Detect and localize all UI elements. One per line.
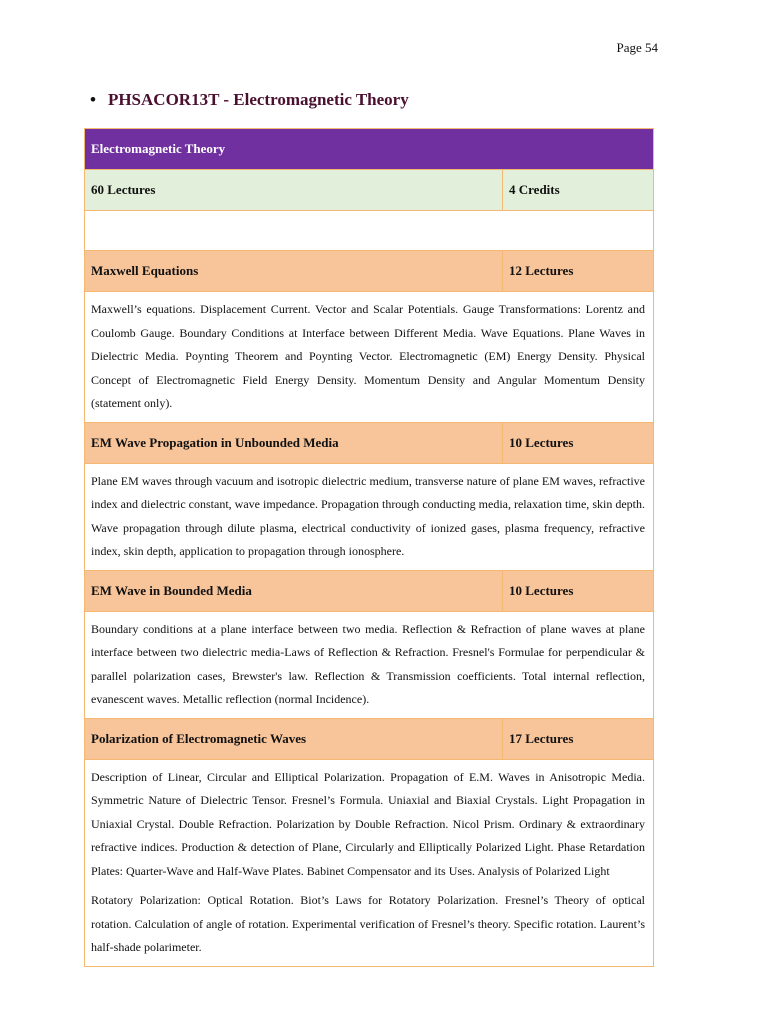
section-body-bounded — [85, 611, 653, 718]
section-paragraph: Description of Linear, Circular and Elliptical Polarization. Propagation of E.M. Waves in Anisotropic Media. Symmetric Nature of Dielectric Tensor. Fresnel’s Formula. Uniaxial and Biaxial Crystals. Light Propagation in Uniaxial Crystal. Double Refraction. Polarization by Double Refraction. Nicol Prism. Ordinary & extraordinary refractive indices. Production & detection of Plane, Circularly and Elliptically Polarized Light. Phase Retardation Plates: Quarter-Wave and Half-Wave Plates. Babinet Compensator and its Uses. Analysis of Polarized Light — [91, 769, 645, 878]
section-body-polarization — [85, 759, 653, 966]
table-title-row — [85, 129, 653, 169]
heading-text: PHSACOR13T - Electromagnetic Theory — [107, 90, 409, 109]
page-number: Page 54 — [616, 40, 658, 55]
section-paragraph: Rotatory Polarization: Optical Rotation. Biot’s Laws for Rotatory Polarization. Fresnel’s Theory of optical rotation. Calculation of angle of rotation. Experimental verification of Fresnel’s theory. Specific rotation. Laurent’s half-shade polarimeter. — [91, 893, 645, 954]
section-header-bounded — [85, 570, 653, 611]
section-name: EM Wave Propagation in Unbounded Media — [85, 423, 503, 463]
section-lectures: 10 Lectures — [509, 582, 574, 598]
empty-row — [85, 210, 653, 250]
section-name: Maxwell Equations — [85, 251, 503, 291]
course-title: Electromagnetic Theory — [91, 141, 226, 156]
section-lectures: 10 Lectures — [509, 434, 574, 450]
section-header-polarization — [85, 718, 653, 759]
section-paragraph: Plane EM waves through vacuum and isotropic dielectric medium, transverse nature of plane EM waves, refractive index and dielectric constant, wave impedance. Propagation through conducting media, relaxation time, skin depth. Wave propagation through dilute plasma, electrical conductivity of ionized gases, plasma frequency, refractive index, skin depth, application to propagation through ionosphere. — [91, 473, 645, 558]
course-summary-row — [85, 169, 653, 210]
bullet-icon: • — [90, 90, 96, 109]
section-lectures: 17 Lectures — [509, 730, 574, 746]
section-name: EM Wave in Bounded Media — [85, 571, 503, 611]
section-lectures: 12 Lectures — [509, 263, 574, 278]
section-header-unbounded — [85, 422, 653, 463]
section-name: Polarization of Electromagnetic Waves — [85, 719, 503, 759]
section-body-unbounded — [85, 463, 653, 570]
credits: 4 Credits — [509, 182, 560, 197]
section-paragraph: Boundary conditions at a plane interface between two media. Reflection & Refraction of plane waves at plane interface between two dielectric media-Laws of Reflection & Refraction. Fresnel's Formulae for perpendicular & parallel polarization cases, Brewster's law. Reflection & Transmission coefficients. Total internal reflection, evanescent waves. Metallic reflection (normal Incidence). — [91, 621, 645, 706]
section-header-maxwell — [85, 250, 653, 291]
page-heading — [90, 90, 409, 110]
syllabus-table — [84, 128, 654, 967]
total-lectures: 60 Lectures — [85, 170, 503, 210]
section-body-maxwell — [85, 291, 653, 422]
section-paragraph: Maxwell’s equations. Displacement Current. Vector and Scalar Potentials. Gauge Transformations: Lorentz and Coulomb Gauge. Boundary Conditions at Interface between Different Media. Wave Equations. Plane Waves in Dielectric Media. Poynting Theorem and Poynting Vector. Electromagnetic (EM) Energy Density. Physical Concept of Electromagnetic Field Energy Density. Momentum Density and Angular Momentum Density (statement only). — [91, 302, 645, 410]
